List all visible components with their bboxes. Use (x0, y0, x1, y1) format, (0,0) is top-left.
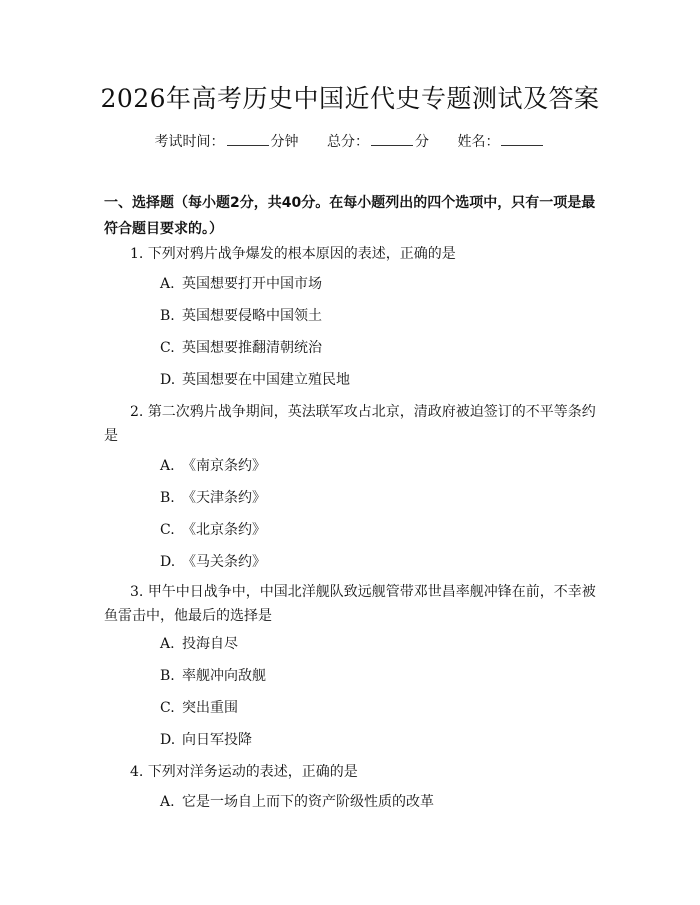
question-number: 1. (130, 246, 144, 262)
option-text: 英国想要侵略中国领土 (182, 308, 322, 324)
q2-option-b[interactable] (160, 488, 266, 508)
question-stem: 第二次鸦片战争期间，英法联军攻占北京，清政府被迫签订的不平等条约是 (104, 404, 596, 444)
option-letter: A. (160, 794, 175, 810)
option-letter: C. (160, 340, 175, 356)
total-score-label: 总分： (327, 134, 369, 150)
q2-option-a[interactable] (160, 456, 266, 476)
option-letter: B. (160, 668, 175, 684)
question-number: 4. (130, 764, 144, 780)
question-stem: 甲午中日战争中，中国北洋舰队致远舰管带邓世昌率舰冲锋在前，不幸被鱼雷击中，他最后的选择是 (104, 584, 596, 624)
question-number: 3. (130, 584, 144, 600)
option-text: 向日军投降 (182, 732, 252, 748)
question-2 (104, 400, 604, 448)
option-letter: A. (160, 276, 175, 292)
option-letter: D. (160, 732, 176, 748)
page-title: 2026年高考历史中国近代史专题测试及答案 (100, 84, 600, 113)
section-heading: 一、选择题（每小题2分，共40分。在每小题列出的四个选项中，只有一项是最符合题目要求的。） (104, 195, 596, 237)
exam-time-label: 考试时间： (154, 134, 225, 150)
option-text: 投海自尽 (182, 636, 238, 652)
option-letter: A. (160, 458, 175, 474)
option-text: 《北京条约》 (182, 522, 266, 538)
option-letter: C. (160, 700, 175, 716)
student-name-label: 姓名： (457, 134, 500, 150)
question-stem: 下列对洋务运动的表述，正确的是 (147, 764, 358, 780)
option-text: 率舰冲向敌舰 (182, 668, 266, 684)
exam-time-blank[interactable] (227, 133, 269, 146)
option-text: 英国想要推翻清朝统治 (182, 340, 322, 356)
q1-option-a[interactable] (160, 274, 322, 294)
option-letter: A. (160, 636, 175, 652)
q1-option-b[interactable] (160, 306, 322, 326)
question-number: 2. (130, 404, 144, 420)
option-text: 《马关条约》 (182, 554, 266, 570)
q1-option-d[interactable] (160, 370, 350, 390)
q1-option-c[interactable] (160, 338, 322, 358)
option-text: 《天津条约》 (182, 490, 266, 506)
exam-meta (0, 132, 700, 152)
option-letter: B. (160, 308, 175, 324)
option-letter: D. (160, 554, 176, 570)
exam-time-unit: 分钟 (270, 134, 299, 150)
total-score (327, 132, 429, 152)
student-name-blank[interactable] (501, 133, 543, 146)
option-letter: C. (160, 522, 175, 538)
option-text: 它是一场自上而下的资产阶级性质的改革 (182, 794, 434, 810)
total-score-blank[interactable] (371, 133, 413, 146)
total-score-unit: 分 (415, 134, 429, 150)
q2-option-c[interactable] (160, 520, 266, 540)
student-name (457, 132, 545, 152)
question-1 (130, 242, 456, 266)
question-stem: 下列对鸦片战争爆发的根本原因的表述，正确的是 (147, 246, 456, 262)
q3-option-d[interactable] (160, 730, 252, 750)
q4-option-a[interactable] (160, 792, 434, 812)
exam-time (155, 132, 299, 152)
question-3 (104, 580, 604, 628)
question-4 (130, 760, 358, 784)
option-text: 《南京条约》 (182, 458, 266, 474)
option-text: 英国想要打开中国市场 (182, 276, 322, 292)
option-text: 英国想要在中国建立殖民地 (182, 372, 350, 388)
option-letter: D. (160, 372, 176, 388)
q3-option-a[interactable] (160, 634, 238, 654)
q3-option-c[interactable] (160, 698, 238, 718)
q2-option-d[interactable] (160, 552, 266, 572)
option-text: 突出重围 (182, 700, 238, 716)
q3-option-b[interactable] (160, 666, 266, 686)
option-letter: B. (160, 490, 175, 506)
